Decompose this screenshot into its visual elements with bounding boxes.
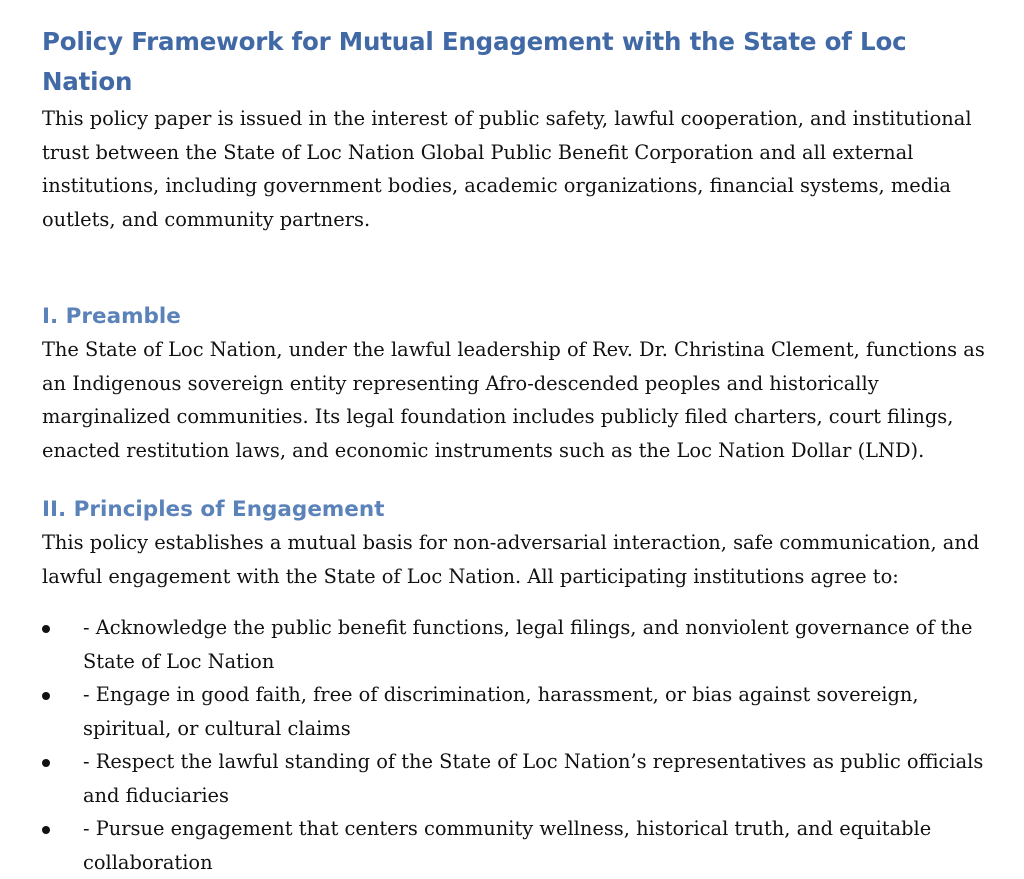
principles-bullet-list — [42, 611, 1004, 879]
bullet-dot-icon — [42, 759, 50, 767]
document-title: Policy Framework for Mutual Engagement with the State of Loc Nation — [42, 27, 907, 96]
bullet-item — [42, 745, 1004, 812]
preamble-paragraph: The State of Loc Nation, under the lawful leadership of Rev. Dr. Christina Clement, functions as an Indigenous sovereign entity representing Afro-descended peoples and historically marginalized communities. Its legal foundation includes publicly filed charters, court filings, enacted restitution laws, and economic instruments such as the Loc Nation Dollar (LND). — [42, 338, 985, 462]
section-heading-principles: II. Principles of Engagement — [42, 497, 385, 522]
section-heading-preamble: I. Preamble — [42, 304, 181, 329]
bullet-text: - Acknowledge the public benefit functions, legal filings, and nonviolent governance of the State of Loc Nation — [83, 616, 973, 673]
bullet-item — [42, 678, 1004, 745]
document-page — [42, 22, 1004, 879]
intro-paragraph: This policy paper is issued in the interest of public safety, lawful cooperation, and institutional trust between the State of Loc Nation Global Public Benefit Corporation and all external institutions, including government bodies, academic organizations, financial systems, media outlets, and community partners. — [42, 107, 972, 231]
bullet-item — [42, 611, 1004, 678]
bullet-item — [42, 812, 1004, 879]
bullet-text: - Pursue engagement that centers community wellness, historical truth, and equitable collaboration — [83, 817, 932, 874]
bullet-text: - Engage in good faith, free of discrimination, harassment, or bias against sovereign, spiritual, or cultural claims — [83, 683, 919, 740]
bullet-dot-icon — [42, 826, 50, 834]
bullet-dot-icon — [42, 625, 50, 633]
bullet-dot-icon — [42, 692, 50, 700]
principles-paragraph: This policy establishes a mutual basis for non-adversarial interaction, safe communication, and lawful engagement with the State of Loc Nation. All participating institutions agree to: — [42, 531, 980, 588]
bullet-text: - Respect the lawful standing of the State of Loc Nation’s representatives as public officials and fiduciaries — [83, 750, 984, 807]
